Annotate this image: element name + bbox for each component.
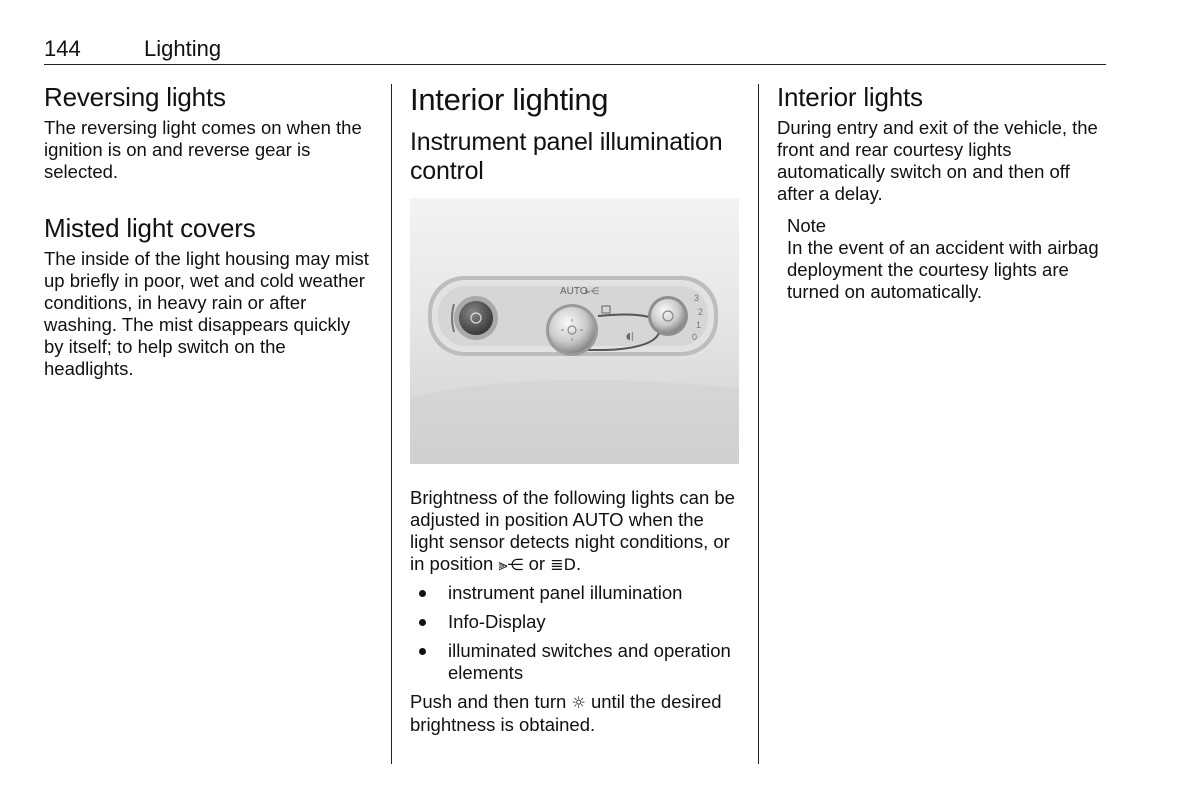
section-title-interior-lights: Interior lights xyxy=(777,82,923,112)
column-left xyxy=(44,82,374,380)
thumbwheel-icon: ☼ xyxy=(571,693,586,712)
misted-light-covers-text: The inside of the light housing may mist up briefly in poor, wet and cold weather conditions, in heavy rain or after washing. The mist disappears quickly by itself; to help switch on the headlights. xyxy=(44,248,369,379)
column-divider xyxy=(758,84,759,764)
subsection-title-illumination-control: Instrument panel illumination control xyxy=(410,128,723,185)
svg-text:⫸⋲: ⫸⋲ xyxy=(585,287,600,297)
figure-auto-label: AUTO xyxy=(560,286,588,297)
column-middle xyxy=(410,82,740,736)
interior-lights-text: During entry and exit of the vehicle, the front and rear courtesy lights automatically switch on and then off after a delay. xyxy=(777,117,1098,204)
headlight-icon: ≣D xyxy=(550,555,576,574)
section-title-reversing-lights: Reversing lights xyxy=(44,82,226,112)
chapter-title: Lighting xyxy=(144,36,222,61)
list-item: instrument panel illumination xyxy=(410,582,740,604)
note-box xyxy=(787,215,1107,303)
brightness-paragraph: Brightness of the following lights can be adjusted in position AUTO when the light sensor detects night conditions, or in position ⫸⋲ or ≣D. xyxy=(410,487,735,574)
column-right xyxy=(777,82,1107,303)
section-title-misted-light-covers: Misted light covers xyxy=(44,213,256,243)
list-item: Info-Display xyxy=(410,611,740,633)
page-number: 144 xyxy=(44,36,81,61)
svg-text:2: 2 xyxy=(698,307,704,317)
parking-light-icon: ⫸⋲ xyxy=(498,555,524,574)
column-divider xyxy=(391,84,392,764)
reversing-lights-text: The reversing light comes on when the ignition is on and reverse gear is selected. xyxy=(44,117,362,182)
svg-text:◖|: ◖| xyxy=(626,332,634,342)
svg-text:1: 1 xyxy=(696,320,702,330)
illumination-control-figure xyxy=(410,198,739,464)
lights-list xyxy=(410,582,740,684)
push-turn-paragraph: Push and then turn ☼ until the desired brightness is obtained. xyxy=(410,691,722,735)
svg-text:3: 3 xyxy=(694,293,700,303)
note-text: In the event of an accident with airbag deployment the courtesy lights are turned on automatically. xyxy=(787,237,1099,302)
auto-position-label: AUTO xyxy=(572,509,624,530)
note-title: Note xyxy=(787,215,827,236)
page-header xyxy=(44,36,1106,65)
section-title-interior-lighting: Interior lighting xyxy=(410,82,609,117)
svg-text:0: 0 xyxy=(692,332,698,342)
list-item: illuminated switches and operation elements xyxy=(410,640,740,684)
